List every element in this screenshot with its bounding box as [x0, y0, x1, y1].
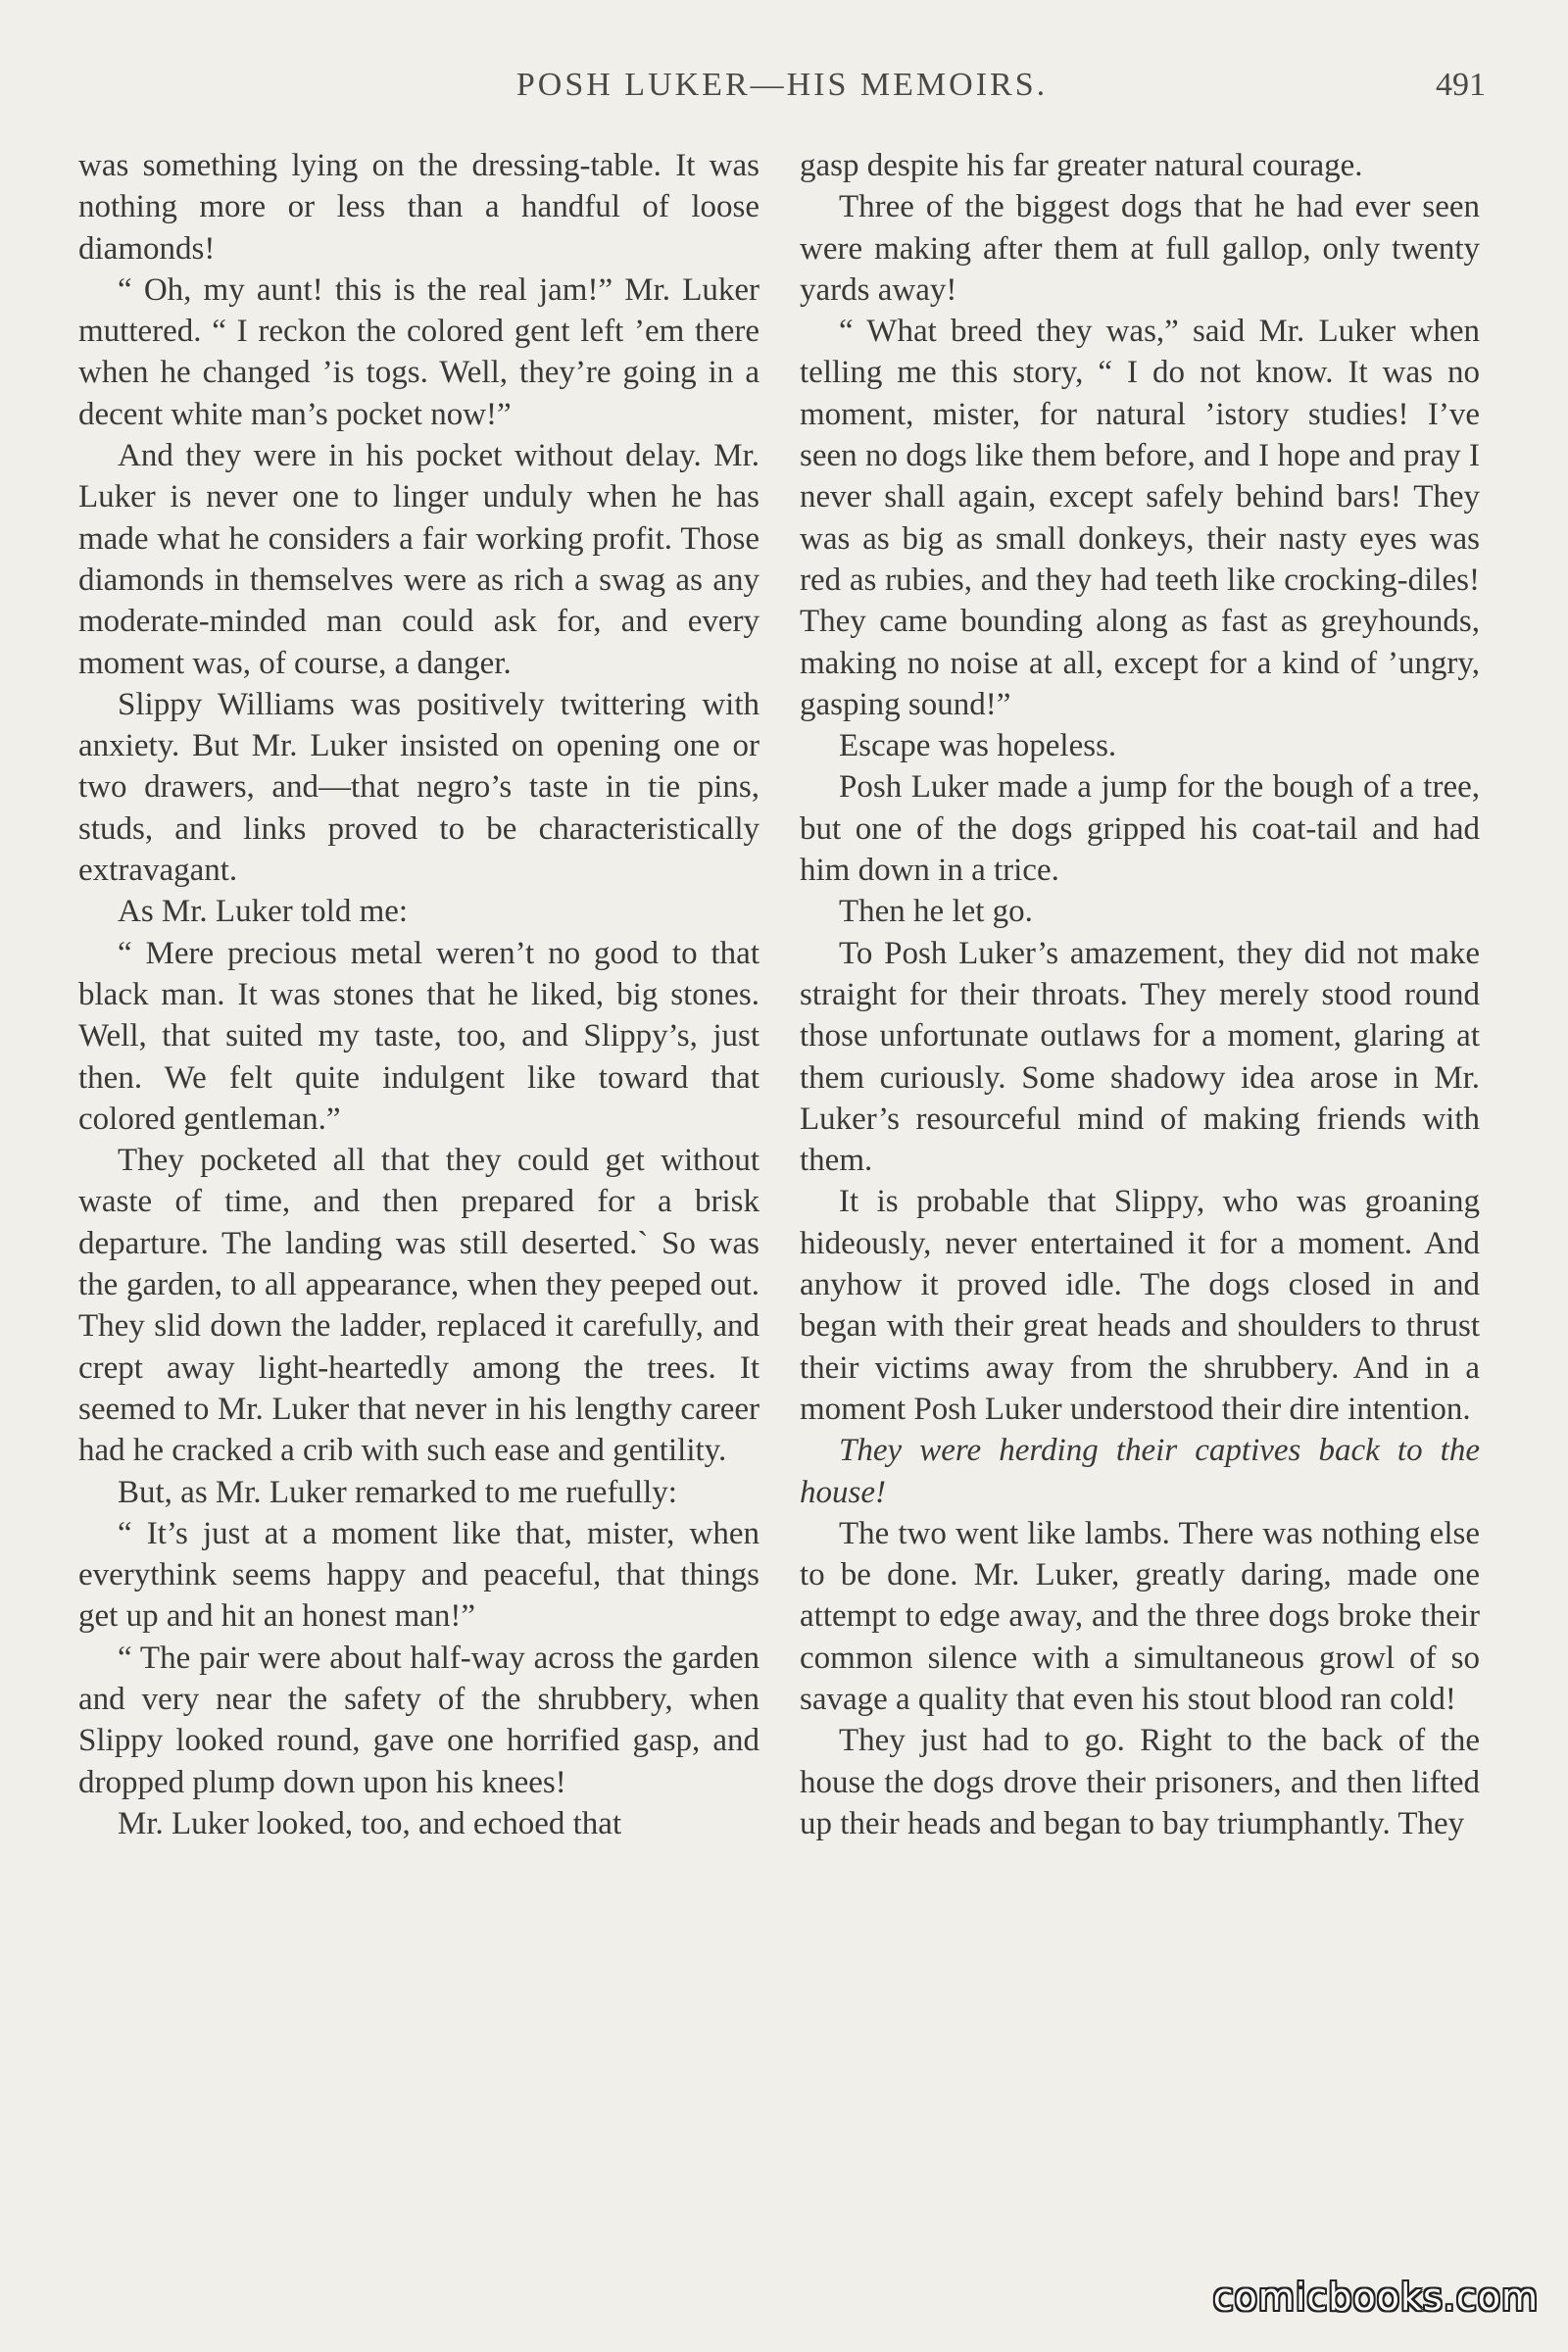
paragraph: Posh Luker made a jump for the bough of a tree, but one of the dogs gripped his coat-tail and had him down in a trice.	[800, 769, 1480, 889]
paragraph: To Posh Luker’s amazement, they did not make straight for their throats. They merely stood round those unfortunate outlaws for a moment, glaring at them curiously. Some shadowy idea arose in Mr. Luker’s resourceful mind of making friends with them.	[800, 935, 1480, 1179]
paragraph: And they were in his pocket without delay. Mr. Luker is never one to linger unduly when he has made what he considers a fair working profit. Those diamonds in themselves were as rich a swag as any moderate-minded man could ask for, and every moment was, of course, a danger.	[78, 438, 760, 681]
paragraph: gasp despite his far greater natural courage.	[800, 148, 1363, 183]
paragraph: Mr. Luker looked, too, and echoed that	[118, 1805, 622, 1841]
running-title: POSH LUKER—HIS MEMOIRS.	[515, 67, 1049, 103]
paragraph: “ The pair were about half-way across the garden and very near the safety of the shrubbery, when Slippy looked round, gave one horrified gasp, and dropped plump down upon his knees!	[78, 1640, 760, 1800]
paragraph: Three of the biggest dogs that he had ever seen were making after them at full gallop, only twenty yards away!	[800, 189, 1480, 308]
paragraph: It is probable that Slippy, who was groaning hideously, never entertained it for a moment. And anyhow it proved idle. The dogs closed in and began with their great heads and shoulders to thrust their victims away from the shrubbery. And in a moment Posh Luker understood their dire intention.	[800, 1184, 1480, 1427]
paragraph: “ What breed they was,” said Mr. Luker when telling me this story, “ I do not know. It was no moment, mister, for natural ’istory studies! I’ve seen no dogs like them before, and I hope and pray I never shall again, except safely behind bars! They was as big as small donkeys, their nasty eyes was red as rubies, and they had teeth like crocking-diles! They came bounding along as fast as greyhounds, making no noise at all, except for a kind of ’ungry, gasping sound!”	[800, 314, 1480, 722]
paragraph: But, as Mr. Luker remarked to me ruefully:	[118, 1474, 677, 1510]
page-header	[78, 67, 1486, 116]
paragraph: The two went like lambs. There was nothing else to be done. Mr. Luker, greatly daring, made one attempt to edge away, and the three dogs broke their common silence with a simultaneous growl of so savage a quality that even his stout blood ran cold!	[800, 1515, 1480, 1717]
right-column	[800, 145, 1480, 1844]
watermark: comicbooks.com	[1212, 2276, 1539, 2319]
paragraph: They just had to go. Right to the back of the house the dogs drove their prisoners, and then lifted up their heads and began to bay triumphantly. They	[800, 1723, 1480, 1841]
paragraph: Escape was hopeless.	[839, 728, 1117, 764]
paragraph: They pocketed all that they could get without waste of time, and then prepared for a brisk departure. The landing was still deserted.` So was the garden, to all appearance, when they peeped out. They slid down the ladder, replaced it carefully, and crept away light-heartedly among the trees. It seemed to Mr. Luker that never in his lengthy career had he cracked a crib with such ease and gentility.	[78, 1143, 760, 1469]
paragraph: was something lying on the dressing-table. It was nothing more or less than a handful of loose diamonds!	[78, 148, 760, 267]
paragraph: Slippy Williams was positively twittering with anxiety. But Mr. Luker insisted on opening one or two drawers, and—that negro’s taste in tie pins, studs, and links proved to be characteristically extravagant.	[78, 686, 760, 889]
italic-paragraph: They were herding their captives back to the house!	[800, 1433, 1480, 1510]
paragraph: Then he let go.	[839, 894, 1033, 930]
paragraph: As Mr. Luker told me:	[118, 894, 409, 930]
paragraph: “ It’s just at a moment like that, mister, when everythink seems happy and peaceful, that things get up and hit an honest man!”	[78, 1515, 760, 1635]
page-number: 491	[1436, 67, 1486, 103]
paragraph: “ Mere precious metal weren’t no good to that black man. It was stones that he liked, big stones. Well, that suited my taste, too, and Slippy’s, just then. We felt quite indulgent like toward that colored gentleman.”	[78, 935, 760, 1137]
paragraph: “ Oh, my aunt! this is the real jam!” Mr. Luker muttered. “ I reckon the colored gent left ’em there when he changed ’is togs. Well, they’re going in a decent white man’s pocket now!”	[78, 271, 760, 432]
left-column	[78, 145, 760, 1844]
